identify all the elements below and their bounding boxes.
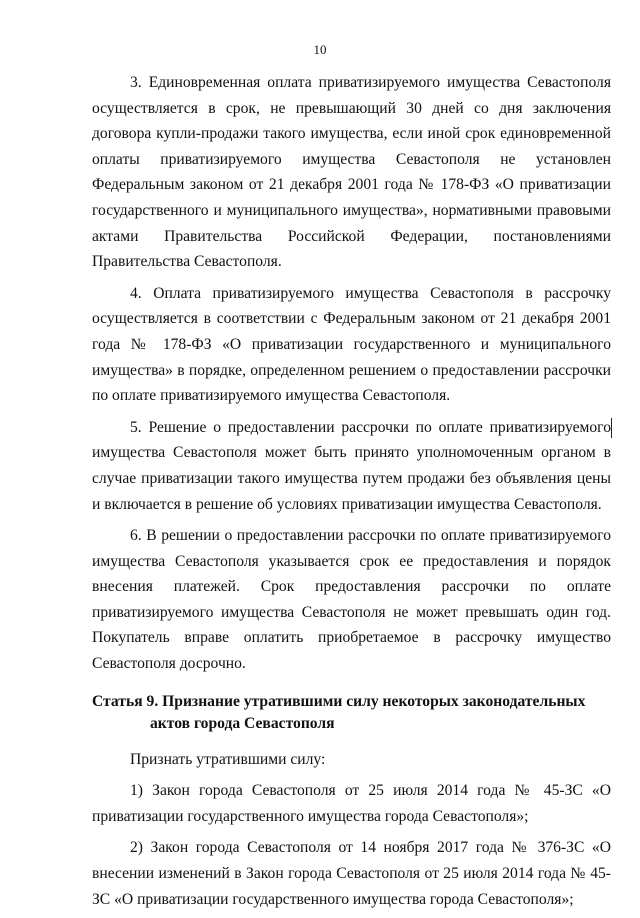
document-body: [92, 70, 611, 918]
paragraph-6: 6. В решении о предоставлении рассрочки по оплате приватизируемого имущества Севастополя указывается срок ее предоставления и порядок внесения платежей. Срок предоставления рассрочки по оплате приватизируемого имущества Севастополя не может превышать один год. Покупатель вправе оплатить приобретаемое в рассрочку имущество Севастополя досрочно.: [92, 527, 611, 673]
article-9-label: Статья 9.: [92, 692, 163, 710]
article-9-intro: Признать утратившими силу:: [130, 750, 326, 768]
article-9-item-2: 2) Закон города Севастополя от 14 ноября 2017 года № 376-ЗС «О внесении изменений в Закон города Севастополя от 25 июля 2014 года № 45-ЗС «О приватизации государственного имущества города Севастополя»;: [92, 839, 611, 908]
article-9-item-1: 1) Закон города Севастополя от 25 июля 2014 года № 45-ЗС «О приватизации государственного имущества города Севастополя»;: [92, 782, 611, 825]
margin-mark: [611, 418, 612, 438]
article-9-heading: [92, 691, 611, 735]
article-9-title: Признание утратившими силу некоторых законодательных актов города Севастополя: [150, 692, 586, 732]
page-number: 10: [313, 42, 327, 57]
paragraph-4: 4. Оплата приватизируемого имущества Севастополя в рассрочку осуществляется в соответствии с Федеральным законом от 21 декабря 2001 года № 178-ФЗ «О приватизации государственного и муниципального имущества» в порядке, определенном решением о предоставлении рассрочки по оплате приватизируемого имущества Севастополя.: [92, 284, 611, 405]
paragraph-3: 3. Единовременная оплата приватизируемого имущества Севастополя осуществляется в срок, не превышающий 30 дней со дня заключения договора купли-продажи такого имущества, если иной срок единовременной оплаты приватизируемого имущества Севастополя не установлен Федеральным законом от 21 декабря 2001 года № 178-ФЗ «О приватизации государственного и муниципального имущества», нормативными правовыми актами Правительства Российской Федерации, постановлениями Правительства Севастополя.: [92, 74, 611, 271]
paragraph-5: 5. Решение о предоставлении рассрочки по оплате приватизируемого имущества Севастополя может быть принято уполномоченным органом в случае приватизации такого имущества путем продажи без объявления цены и включается в решение об условиях приватизации имущества Севастополя.: [92, 418, 611, 513]
